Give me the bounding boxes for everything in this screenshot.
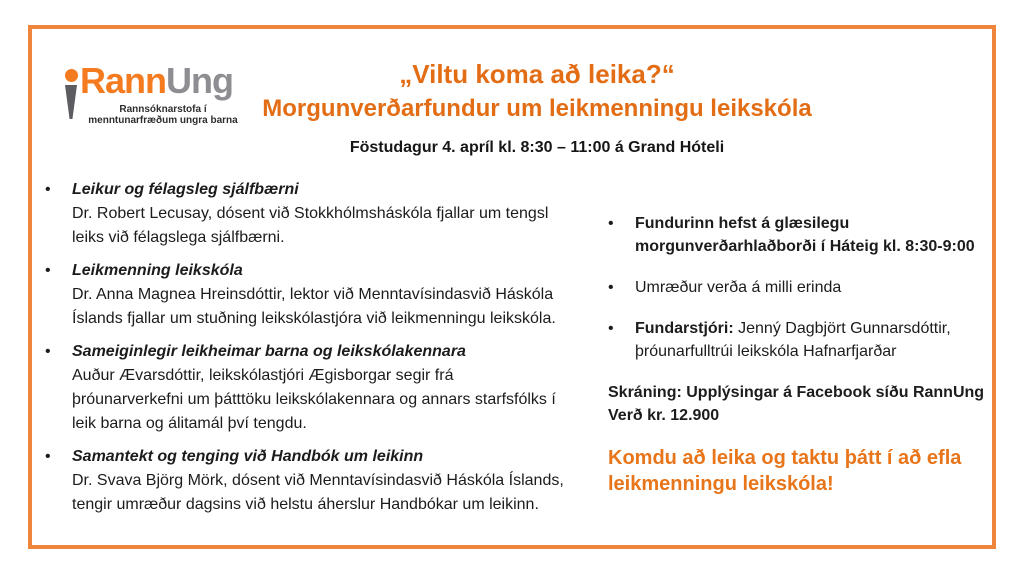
logo-tagline-line1: Rannsóknarstofa í — [119, 104, 207, 115]
bullet-icon: • — [45, 343, 51, 360]
program-item-body: Dr. Robert Lecusay, dósent við Stokkhólmsháskóla fjallar um tengsl leiks við félagslega sjálfbærni. — [72, 205, 549, 246]
program-item-content — [72, 340, 567, 436]
info-item-bold-text: Fundarstjóri: — [635, 320, 734, 337]
info-item-content — [635, 276, 996, 299]
info-item — [608, 317, 996, 363]
program-item — [45, 445, 567, 517]
program-item-heading: Samantekt og tenging við Handbók um leikinn — [72, 448, 424, 465]
program-item-body: Dr. Anna Magnea Hreinsdóttir, lektor við Menntavísindasvið Háskóla Íslands fjallar um stuðning leikskólastjóra við leikmenningu leikskóla. — [72, 286, 556, 327]
program-item-content — [72, 178, 567, 250]
bullet-icon: • — [45, 262, 51, 279]
program-item-body: Auður Ævarsdóttir, leikskólastjóri Ægisborgar segir frá þróunarverkefni um þátttöku leikskólakennara og annars starfsfólks í leik barna og álitamál því tengdu. — [72, 367, 556, 432]
program-item-heading: Leikur og félagsleg sjálfbærni — [72, 181, 299, 198]
logo-tagline-line2: menntunarfræðum ungra barna — [88, 115, 238, 126]
registration-line: Skráning: Upplýsingar á Facebook síðu RannUng — [608, 384, 985, 401]
info-item-text: Umræður verða á milli erinda — [635, 279, 842, 296]
info-panel — [608, 212, 996, 497]
bullet-icon: • — [45, 181, 51, 198]
info-item — [608, 212, 996, 258]
registration-info — [608, 381, 996, 427]
program-item — [45, 259, 567, 331]
price-line: Verð kr. 12.900 — [608, 407, 720, 424]
event-date-line: Föstudagur 4. apríl kl. 8:30 – 11:00 á Grand Hóteli — [349, 139, 725, 156]
info-item — [608, 276, 996, 299]
logo-text-rann: Rann — [80, 60, 166, 101]
page-subtitle: Morgunverðarfundur um leikmenningu leikskóla — [262, 95, 812, 122]
program-item-content — [72, 259, 567, 331]
info-item-text: Jenný Dagbjört Gunnarsdóttir, þróunarfulltrúi leikskóla Hafnarfjarðar — [635, 320, 951, 360]
header — [52, 58, 1022, 157]
info-item-bold-text: Fundurinn hefst á glæsilegu morgunverðarhlaðborði í Háteig kl. 8:30-9:00 — [635, 215, 975, 255]
bullet-icon: • — [608, 320, 614, 337]
page-title: „Viltu koma að leika?“ — [399, 59, 675, 89]
info-item-content — [635, 212, 996, 258]
info-item-content — [635, 317, 996, 363]
program-list — [45, 178, 567, 526]
program-item — [45, 178, 567, 250]
bullet-icon: • — [608, 279, 614, 296]
program-item — [45, 340, 567, 436]
logo-text-ung: Ung — [166, 60, 233, 101]
bullet-icon: • — [608, 215, 614, 232]
program-item-body: Dr. Svava Björg Mörk, dósent við Menntavísindasvið Háskóla Íslands, tengir umræður dagsins við helstu áherslur Handbókar um leikinn. — [72, 472, 564, 513]
program-item-heading: Sameiginlegir leikheimar barna og leikskólakennara — [72, 343, 466, 360]
call-to-action: Komdu að leika og taktu þátt í að efla leikmenningu leikskóla! — [608, 447, 962, 495]
program-item-heading: Leikmenning leikskóla — [72, 262, 243, 279]
program-item-content — [72, 445, 567, 517]
bullet-icon: • — [45, 448, 51, 465]
